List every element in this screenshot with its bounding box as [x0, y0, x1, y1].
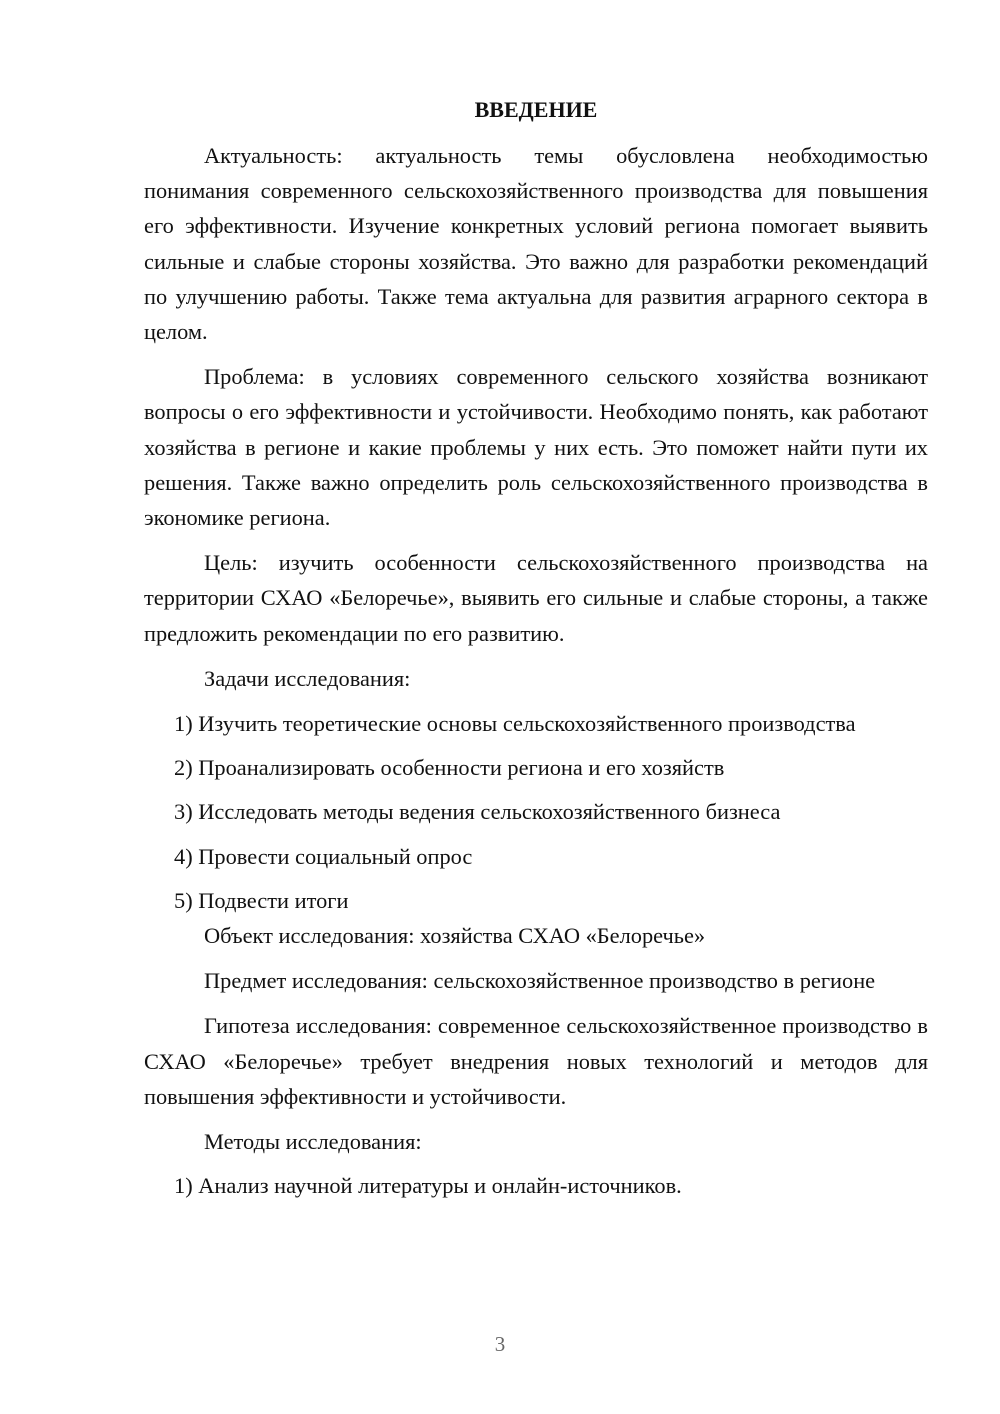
task-item: 2) Проанализировать особенности региона и его хозяйств [174, 755, 725, 781]
relevance-paragraph: Актуальность: актуальность темы обусловлена необходимостью понимания современного сельскохозяйственного производства для повышения его эффективности. Изучение конкретных условий региона помогает выявить сильные и слабые стороны хозяйства. Это важно для разработки рекомендаций по улучшению работы. Также тема актуальна для развития аграрного сектора в целом. [144, 143, 928, 345]
methods-heading: Методы исследования: [204, 1129, 422, 1155]
section-title: ВВЕДЕНИЕ [474, 97, 598, 122]
task-item: 5) Подвести итоги [174, 887, 349, 913]
subject-paragraph: Предмет исследования: сельскохозяйственное производство в регионе [204, 968, 876, 994]
problem-paragraph: Проблема: в условиях современного сельского хозяйства возникают вопросы о его эффективности и устойчивости. Необходимо понять, как работают хозяйства в регионе и какие проблемы у них есть. Это поможет найти пути их решения. Также важно определить роль сельскохозяйственного производства в экономике региона. [144, 364, 928, 531]
tasks-heading: Задачи исследования: [204, 665, 411, 691]
page-number: 3 [494, 1332, 506, 1356]
method-item: 1) Анализ научной литературы и онлайн-источников. [174, 1173, 682, 1199]
hypothesis-paragraph: Гипотеза исследования: современное сельскохозяйственное производство в СХАО «Белоречье» требует внедрения новых технологий и методов для повышения эффективности и устойчивости. [144, 1013, 928, 1109]
document-page [144, 96, 928, 1203]
task-item: 4) Провести социальный опрос [174, 843, 473, 869]
goal-paragraph: Цель: изучить особенности сельскохозяйственного производства на территории СХАО «Белоречье», выявить его сильные и слабые стороны, а также предложить рекомендации по его развитию. [144, 550, 928, 646]
object-paragraph: Объект исследования: хозяйства СХАО «Белоречье» [204, 923, 706, 949]
task-item: 1) Изучить теоретические основы сельскохозяйственного производства [174, 711, 856, 737]
task-item: 3) Исследовать методы ведения сельскохозяйственного бизнеса [174, 799, 781, 825]
